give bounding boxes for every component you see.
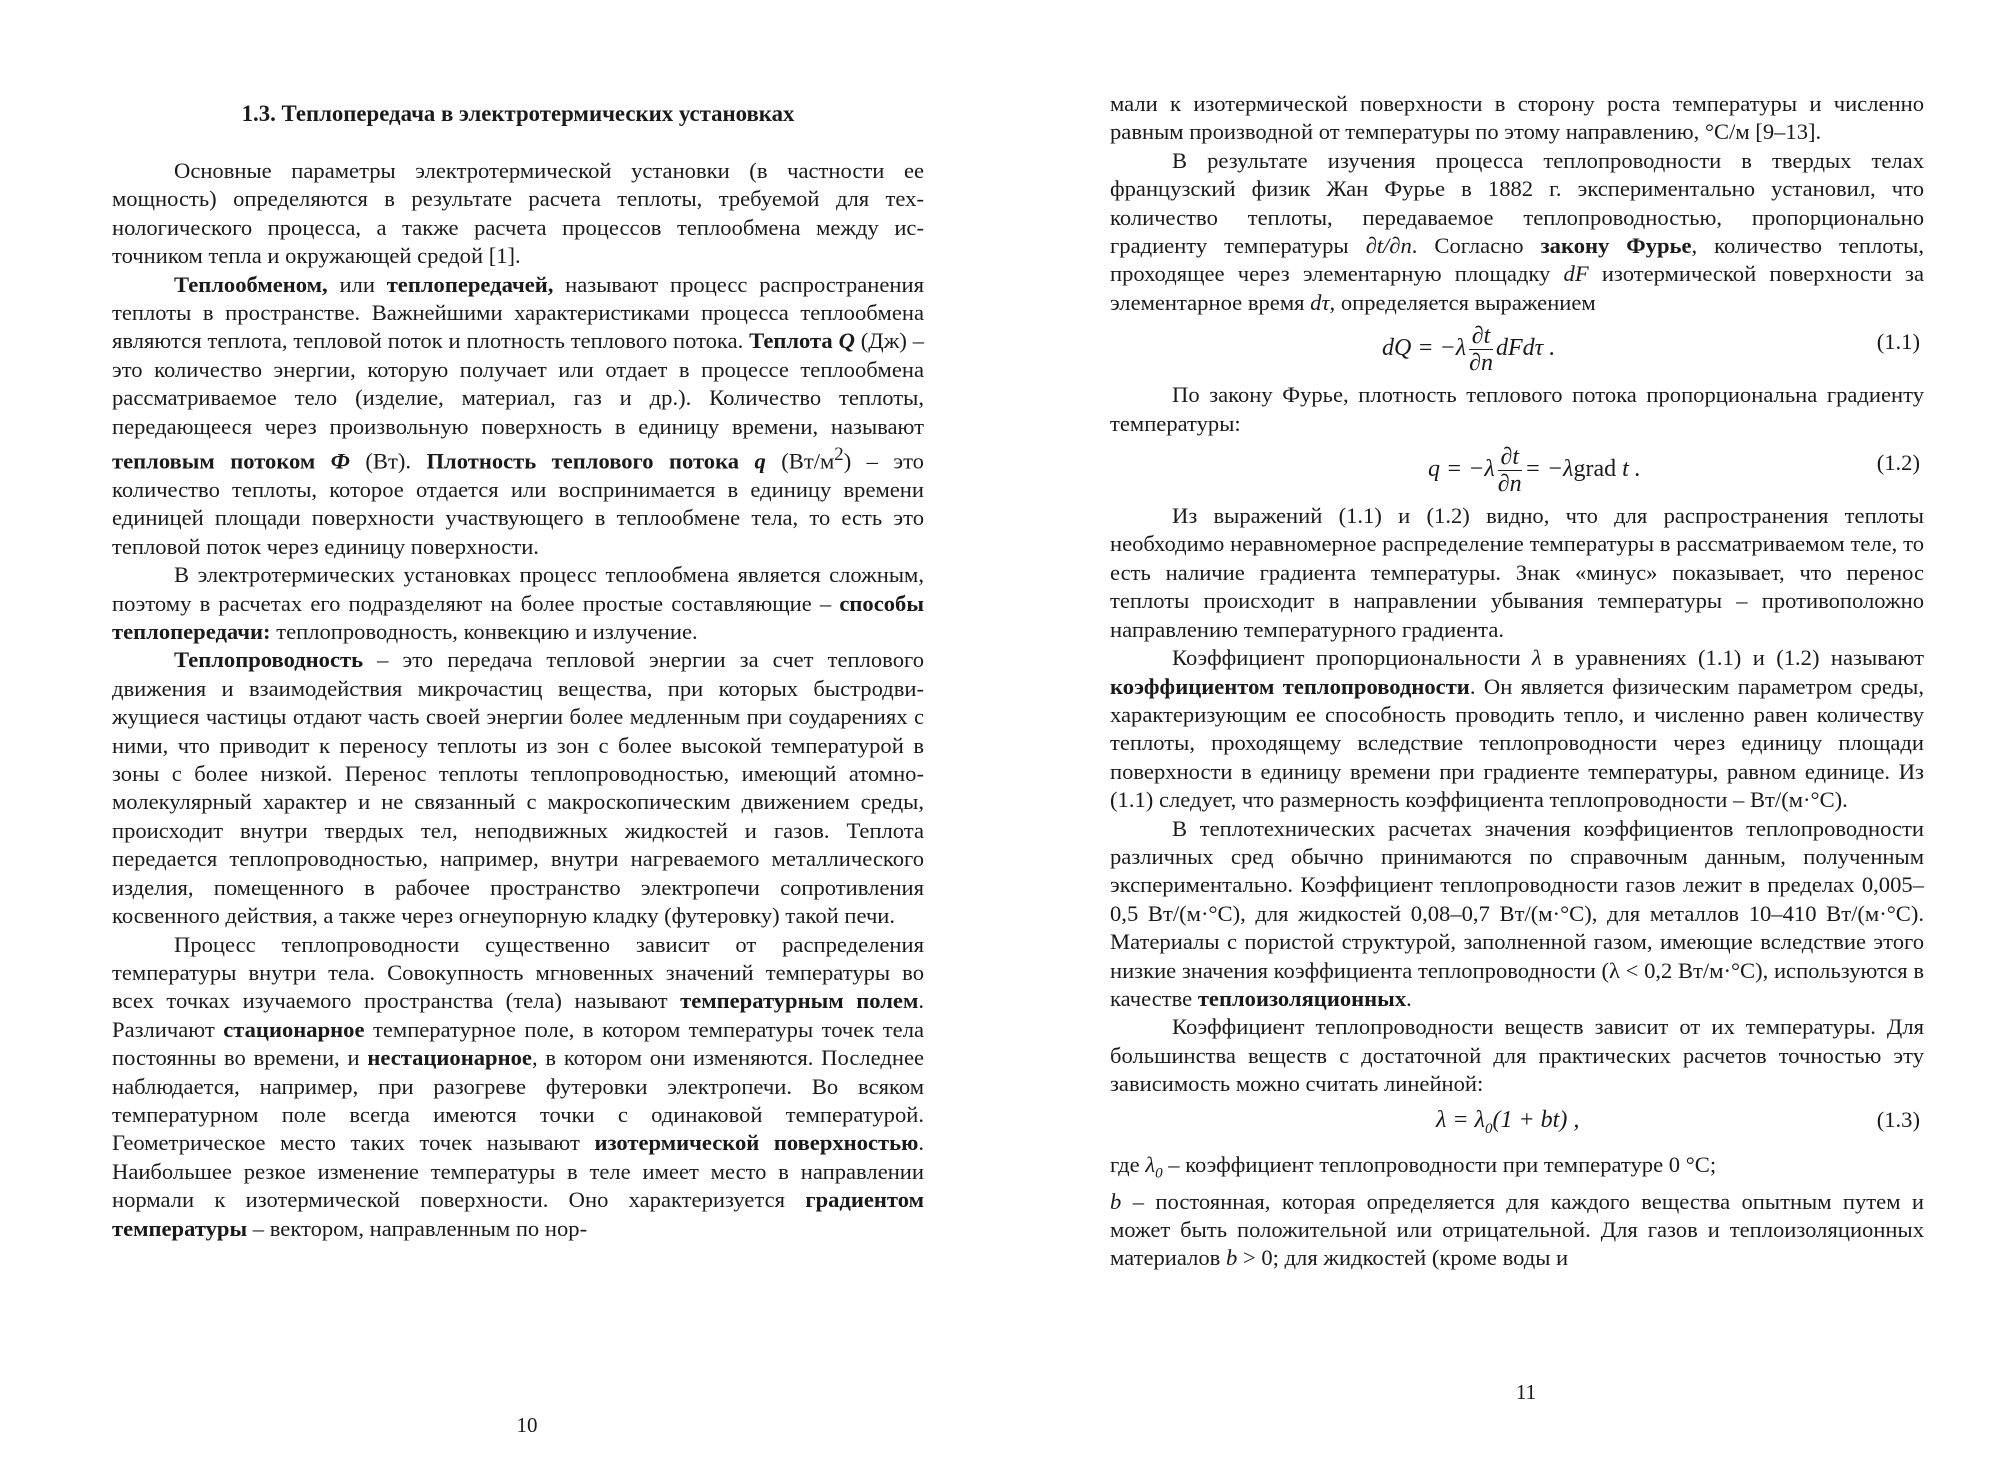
- eq-grad: grad: [1573, 456, 1617, 483]
- paragraph: В результате изучения процесса теплопроводности в твердых телах французский физик Жан Фурье в 1882 г. экспериментально установил, что количество теплоты, передаваемое теплопроводностью, пропорционально градиенту температуры ∂t/∂n. Согласно закону Фурье, количество теплоты, проходящее через элементарную площадку dF изотермической поверхности за элементарное время dτ, определяется выражением: [1110, 147, 1925, 315]
- paragraph: Процесс теплопроводности существенно зависит от распределения температуры внутри тела. Совокупность мгновенных значений температуры во всех точках изучаемого пространства (тела) называют температурным полем. Различают стационарное температурное поле, в котором температуры точек тела постоянны во времени, и нестационарное, в котором они изменяются. Последнее наблюдается, например, при разогреве футеровки электропечи. Во всяком температурном поле всегда имеются точки с одинаковой температурой. Геометрическое место таких точек называют изотермической поверхностью. Наибольшее резкое изменение температуры в теле имеет место в направлении нормали к изотермической поверхности. Оно характеризуется градиентом температуры – вектором, направленным по нор-: [112, 931, 924, 1241]
- paragraph: Теплообменом, или теплопередачей, называют процесс распространения теплоты в пространстве. Важнейшими характеристиками процесса теплообмена являются теплота, тепловой поток и плотность теплового потока. Теплота Q (Дж) – это количество энергии, которую получает или отдает в процессе теплообмена рассматриваемое тело (изделие, материал, газ и др.). Количество теплоты, передающееся через произвольную поверхность в единицу времени, называют тепловым потоком Ф (Вт). Плотность теплового потока q $(Вт/м^2)$ – это количество теплоты, которое отдается или воспринимается в единицу времени единицей площади поверхности участвующего в теплообмене тела, то есть это тепловой поток через единицу поверхности.: [112, 271, 924, 559]
- eq-fraction: $\frac{\partial t}{\partial n}$: [1469, 323, 1493, 377]
- eq-lhs: dQ = −λ: [1382, 335, 1467, 362]
- eq-rhs: dFdτ .: [1495, 335, 1556, 362]
- paragraph: Из выражений (1.1) и (1.2) видно, что для распространения теплоты необходимо неравномерное распределение температуры в рассматриваемом теле, то есть наличие градиента температуры. Знак «минус» показывает, что перенос теплоты происходит в направлении убывания температуры – противоположно направлению температурного градиента.: [1110, 503, 1924, 642]
- symbol: Q: [838, 328, 855, 354]
- term: теплоизоляционных: [1197, 985, 1407, 1011]
- eq-lhs: q = −λ: [1428, 456, 1495, 483]
- left-text-column: [112, 96, 924, 1243]
- term: Теплопроводность: [174, 647, 364, 673]
- paragraph: По закону Фурье, плотность теплового потока пропорциональна градиенту температуры:: [1110, 382, 1924, 436]
- paragraph: В электротермических установках процесс теплообмена является сложным, поэтому в расчетах его подразделяют на более простые составляющие – способы теплопередачи: теплопроводность, конвекцию и излучение.: [112, 562, 924, 645]
- term: изотермической поверхностью: [594, 1130, 919, 1156]
- paragraph: Коэффициент теплопроводности веществ зависит от их температуры. Для большинства веществ с достаточной для практических расчетов точностью эту зависимость можно считать линейной:: [1110, 1014, 1924, 1097]
- term: температурным полем: [680, 988, 919, 1014]
- symbol: λ: [1145, 1151, 1156, 1177]
- symbol: dτ: [1310, 289, 1330, 315]
- term: теплопередачей,: [386, 271, 554, 297]
- equation-label: (1.2): [1876, 450, 1920, 476]
- symbol: q: [754, 448, 766, 474]
- page-number: 10: [516, 1413, 538, 1437]
- term: коэффициентом теплопроводности: [1110, 673, 1470, 699]
- paragraph: Теплопроводность – это передача тепловой энергии за счет теплового движения и взаимодействия микрочастиц вещества, при которых быстродвижущиеся частицы отдают часть своей энергии более медленным при соударениях с ними, что приводит к переносу теплоты из зон с более высокой температурой в зоны с более низкой. Перенос теплоты теплопроводностью, имеющий атомно-молекулярный характер и не связанный с макроскопическим движением среды, происходит внутри твердых тел, неподвижных жидкостей и газов. Теплота передается теплопроводностью, например, внутри нагреваемого металлического изделия, помещенного в рабочее пространство электропечи сопротивления косвенного действия, а также через огнеупорную кладку (футеровку) такой печи.: [112, 647, 924, 929]
- term: нестационарное: [367, 1045, 532, 1071]
- term: Теплота: [749, 328, 839, 354]
- symbol: Ф: [330, 448, 350, 474]
- paragraph: Основные параметры электротермической установки (в частности ее мощность) определяются в результате расчета теплоты, требуемой для технологического процесса, а также расчета процессов теплообмена между источником тепла и окружающей средой [1].: [112, 158, 924, 269]
- equation-1-2: [1110, 440, 1924, 498]
- eq-rhs: t .: [1616, 456, 1641, 483]
- term: способы теплопередачи:: [112, 590, 924, 645]
- symbol: λ: [1532, 645, 1542, 671]
- page-number: 11: [1515, 1380, 1537, 1404]
- symbol: b: [1226, 1245, 1238, 1271]
- paragraph: В теплотехнических расчетах значения коэффициентов теплопроводности различных сред обычно принимаются по справочным данным, полученным экспериментально. Коэффициент теплопроводности газов лежит в пределах 0,005–0,5 Вт/(м·°С), для жидкостей 0,08–0,7 Вт/(м·°С), для металлов 10–410 Вт/(м·°С). Материалы с пористой структурой, заполненной газом, имеющие вследствие этого низкие значения коэффициента теплопроводности (λ < 0,2 Вт/м·°С), используются в качестве теплоизоляционных.: [1110, 815, 1924, 1011]
- eq-mid: = −λ: [1524, 456, 1574, 483]
- symbol: ∂t/∂n: [1365, 233, 1412, 259]
- paragraph: Коэффициент пропорциональности λ в уравнениях (1.1) и (1.2) называют коэффициентом теплопроводности. Он является физическим параметром среды, характеризующим ее способность проводить тепло, и численно равен количеству теплоты, проходящему вследствие теплопроводности через единицу площади поверхности в единицу времени при градиенте температуры, равном единице. Из (1.1) следует, что размерность коэффициента теплопроводности – Вт/(м·°С).: [1110, 645, 1924, 813]
- equation-1-1: [1110, 319, 1924, 377]
- right-text-column: [1110, 90, 1924, 1273]
- symbol: b: [1110, 1188, 1122, 1214]
- right-page: [1000, 0, 2000, 1478]
- paragraph: b – постоянная, которая определяется для каждого вещества опытным путем и может быть положительной или отрицательной. Для газов и теплоизоляционных материалов b > 0; для жидкостей (кроме воды и: [1110, 1188, 1924, 1271]
- paragraph: где $\lambda_0$ – коэффициент теплопроводности при температуре 0 °С;: [1110, 1151, 1717, 1182]
- term: закону Фурье: [1540, 233, 1692, 259]
- paragraph: мали к изотермической поверхности в сторону роста температуры и численно равным производной от температуры по этому направлению, °С/м [9–13].: [1110, 91, 1924, 145]
- section-heading: 1.3. Теплопередача в электротермических установках: [241, 101, 795, 126]
- symbol: dF: [1563, 261, 1589, 287]
- term: Плотность теплового потока: [426, 448, 755, 474]
- term: тепловым потоком: [112, 448, 331, 474]
- term: Теплообменом,: [174, 271, 328, 297]
- equation-label: (1.3): [1876, 1106, 1920, 1132]
- equation-label: (1.1): [1876, 329, 1920, 355]
- eq-fraction: $\frac{\partial t}{\partial n}$: [1497, 444, 1522, 498]
- term: градиентом температуры: [112, 1187, 924, 1241]
- equation-1-3: $\lambda = \lambda_0(1 + bt)$ , (1.3): [1436, 1106, 1920, 1137]
- term: стационарное: [223, 1016, 365, 1042]
